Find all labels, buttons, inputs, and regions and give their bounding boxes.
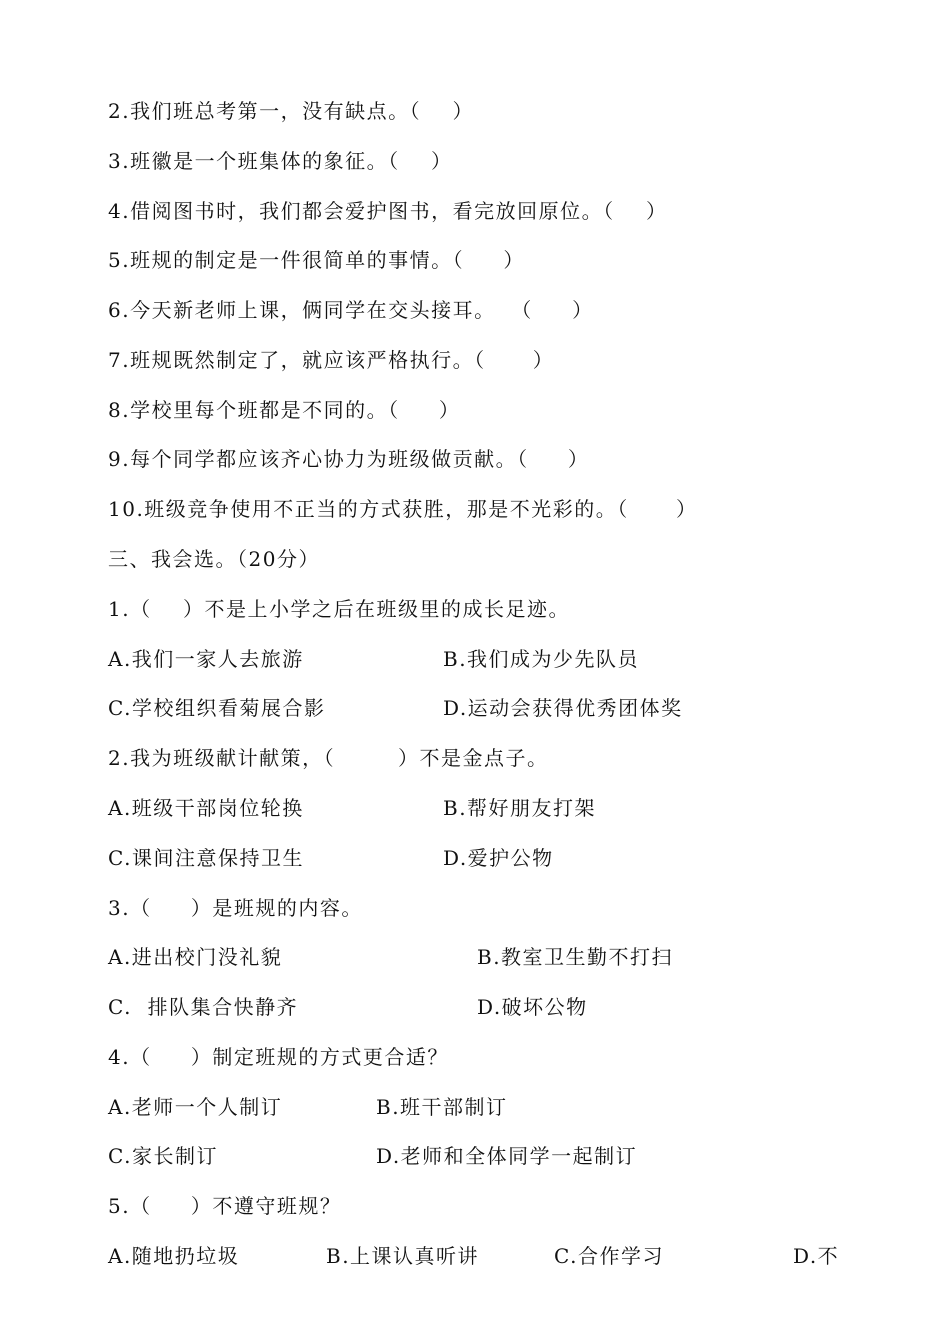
question-5-option-d: D.不 [793, 1244, 840, 1268]
question-2-option-d: D.爱护公物 [443, 846, 554, 870]
judgement-item-4: 4.借阅图书时，我们都会爱护图书，看完放回原位。（ ） [108, 199, 668, 223]
question-2-option-a: A.班级干部岗位轮换 [108, 796, 304, 820]
question-5-option-b: B.上课认真听讲 [326, 1244, 480, 1268]
question-4-option-a: A.老师一个人制订 [108, 1095, 283, 1119]
judgement-item-6: 6.今天新老师上课，俩同学在交头接耳。 （ ） [108, 298, 594, 322]
section-three-heading: 三、我会选。（20分） [108, 547, 320, 571]
question-4-option-d: D.老师和全体同学一起制订 [376, 1144, 638, 1168]
question-1-option-b: B.我们成为少先队员 [443, 647, 640, 671]
judgement-item-2: 2.我们班总考第一，没有缺点。（ ） [108, 99, 475, 123]
question-1-option-a: A.我们一家人去旅游 [108, 647, 304, 671]
question-1-option-d: D.运动会获得优秀团体奖 [443, 696, 683, 720]
question-5-stem: 5.（ ）不遵守班规？ [108, 1194, 342, 1218]
question-3-option-a: A.进出校门没礼貌 [108, 945, 283, 969]
question-3-option-d: D.破坏公物 [477, 995, 588, 1019]
question-1-stem: 1.（ ）不是上小学之后在班级里的成长足迹。 [108, 597, 571, 621]
question-1-option-c: C.学校组织看菊展合影 [108, 696, 326, 720]
question-3-option-b: B.教室卫生勤不打扫 [477, 945, 674, 969]
question-2-option-c: C.课间注意保持卫生 [108, 846, 304, 870]
judgement-item-8: 8.学校里每个班都是不同的。（ ） [108, 398, 461, 422]
question-3-option-c: C. 排队集合快静齐 [108, 995, 299, 1019]
judgement-item-3: 3.班徽是一个班集体的象征。（ ） [108, 149, 453, 173]
question-5-option-a: A.随地扔垃圾 [108, 1244, 240, 1268]
judgement-item-9: 9.每个同学都应该齐心协力为班级做贡献。（ ） [108, 447, 590, 471]
judgement-item-10: 10.班级竞争使用不正当的方式获胜，那是不光彩的。（ ） [108, 497, 698, 521]
question-3-stem: 3.（ ）是班规的内容。 [108, 896, 363, 920]
question-4-stem: 4.（ ）制定班规的方式更合适？ [108, 1045, 449, 1069]
question-2-stem: 2.我为班级献计献策，（ ）不是金点子。 [108, 746, 549, 770]
question-2-option-b: B.帮好朋友打架 [443, 796, 597, 820]
question-4-option-c: C.家长制订 [108, 1144, 218, 1168]
judgement-item-7: 7.班规既然制定了，就应该严格执行。（ ） [108, 348, 555, 372]
question-4-option-b: B.班干部制订 [376, 1095, 508, 1119]
judgement-item-5: 5.班规的制定是一件很简单的事情。（ ） [108, 248, 525, 272]
question-5-option-c: C.合作学习 [554, 1244, 664, 1268]
